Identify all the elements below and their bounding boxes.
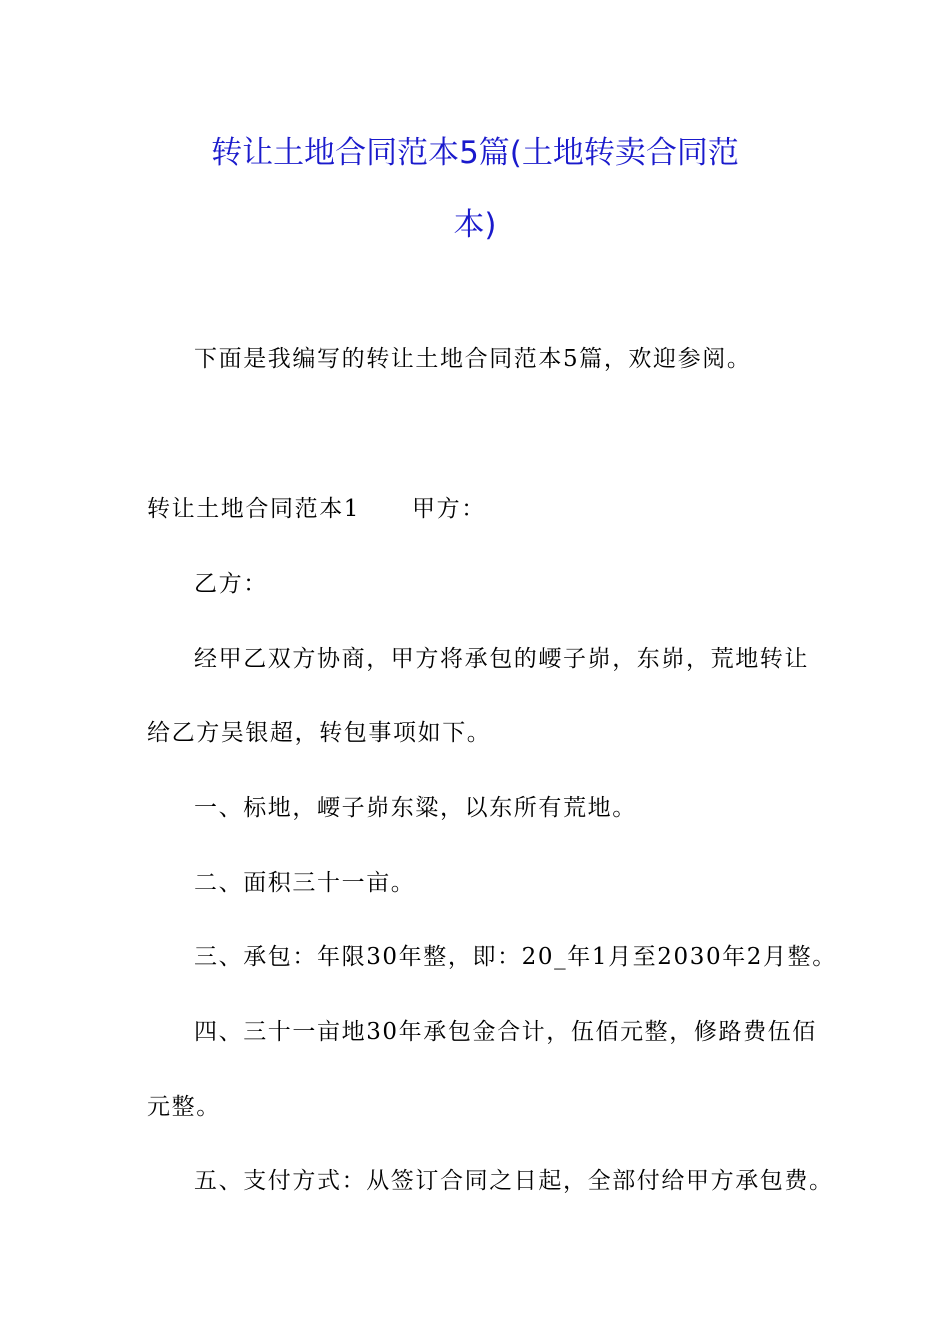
clause-4-line-1: 四、三十一亩地30年承包金合计，伍佰元整，修路费伍佰: [194, 1019, 817, 1045]
party-b-label: 乙方：: [194, 571, 268, 597]
document-title-line-2: 本): [453, 207, 497, 243]
clause-3: 三、承包：年限30年整，即：20_年1月至2030年2月整。: [194, 944, 837, 970]
section-heading: 转让土地合同范本1: [147, 496, 361, 522]
paragraph-1-line-2: 给乙方吴银超，转包事项如下。: [147, 720, 492, 746]
party-a-label: 甲方：: [412, 496, 486, 522]
document-title-line-1: 转让土地合同范本5篇(土地转卖合同范: [211, 135, 739, 171]
clause-2: 二、面积三十一亩。: [194, 870, 416, 896]
section-heading-line: [147, 498, 486, 521]
paragraph-1-line-1: 经甲乙双方协商，甲方将承包的崾子峁，东峁，荒地转让: [194, 646, 809, 672]
clause-4-line-2: 元整。: [147, 1094, 221, 1120]
intro-paragraph: 下面是我编写的转让土地合同范本5篇，欢迎参阅。: [194, 346, 752, 372]
clause-1: 一、标地，崾子峁东粱，以东所有荒地。: [194, 795, 637, 821]
clause-5: 五、支付方式：从签订合同之日起，全部付给甲方承包费。: [194, 1168, 834, 1194]
